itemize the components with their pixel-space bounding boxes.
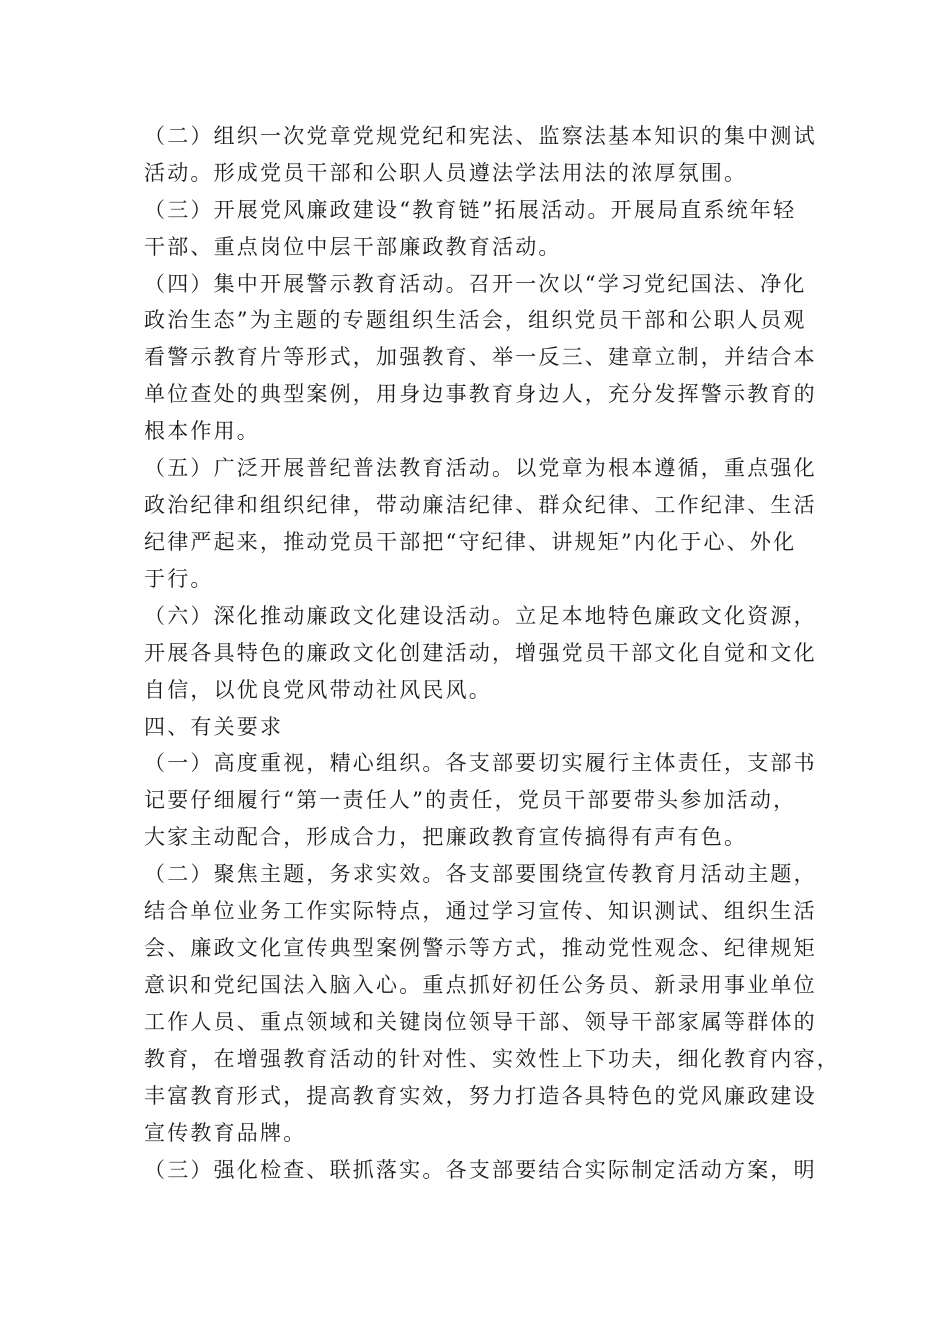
text-line: 教育，在增强教育活动的针对性、实效性上下功夫，细化教育内容， (144, 1047, 840, 1071)
text-line: 意识和党纪国法入脑入心。重点抓好初任公务员、新录用事业单位 (144, 973, 817, 997)
text-line: 活动。形成党员干部和公职人员遵法学法用法的浓厚氛围。 (144, 161, 748, 185)
text-line: （一）高度重视，精心组织。各支部要切实履行主体责任，支部书 (144, 751, 817, 775)
text-line: （二）聚焦主题，务求实效。各支部要围绕宣传教育月活动主题， (144, 862, 817, 886)
text-line: 干部、重点岗位中层干部廉政教育活动。 (144, 235, 562, 259)
text-line: 会、廉政文化宣传典型案例警示等方式，推动党性观念、纪律规矩 (144, 936, 817, 960)
text-line: 大家主动配合，形成合力，把廉政教育宣传搞得有声有色。 (144, 825, 748, 849)
text-line: 开展各具特色的廉政文化创建活动，增强党员干部文化自觉和文化 (144, 641, 817, 665)
text-line: 宣传教育品牌。 (144, 1121, 307, 1145)
text-line: 看警示教育片等形式，加强教育、举一反三、建章立制，并结合本 (144, 345, 817, 369)
text-line: 结合单位业务工作实际特点，通过学习宣传、知识测试、组织生活 (144, 899, 817, 923)
text-line: 根本作用。 (144, 419, 260, 443)
text-line: （五）广泛开展普纪普法教育活动。以党章为根本遵循，重点强化 (144, 456, 817, 480)
text-line: 纪律严起来，推动党员干部把“守纪律、讲规矩”内化于心、外化 (144, 530, 797, 554)
text-line: 政治纪律和组织纪律，带动廉洁纪律、群众纪律、工作纪津、生活 (144, 493, 817, 517)
text-line: 于行。 (144, 567, 214, 591)
text-line: （六）深化推动廉政文化建设活动。立足本地特色廉政文化资源， (144, 604, 817, 628)
text-line: （二）组织一次党章党规党纪和宪法、监察法基本知识的集中测试 (144, 124, 817, 148)
text-line: （四）集中开展警示教育活动。召开一次以“学习党纪国法、净化 (144, 272, 807, 296)
text-line: 自信，以优良党风带动社风民风。 (144, 678, 492, 702)
section-heading: 四、有关要求 (144, 715, 284, 739)
text-line: （三）开展党风廉政建设“教育链”拓展活动。开展局直系统年轻 (144, 198, 797, 222)
text-line: 丰富教育形式，提高教育实效，努力打造各具特色的党风廉政建设 (144, 1084, 817, 1108)
text-line: 记要仔细履行“第一责任人”的责任，党员干部要带头参加活动， (144, 788, 797, 812)
text-line: （三）强化检查、联抓落实。各支部要结合实际制定活动方案，明 (144, 1158, 817, 1182)
text-line: 工作人员、重点领域和关键岗位领导干部、领导干部家属等群体的 (144, 1010, 817, 1034)
text-line: 单位查处的典型案例，用身边事教育身边人，充分发挥警示教育的 (144, 382, 817, 406)
text-line: 政治生态”为主题的专题组织生活会，组织党员干部和公职人员观 (144, 308, 807, 332)
